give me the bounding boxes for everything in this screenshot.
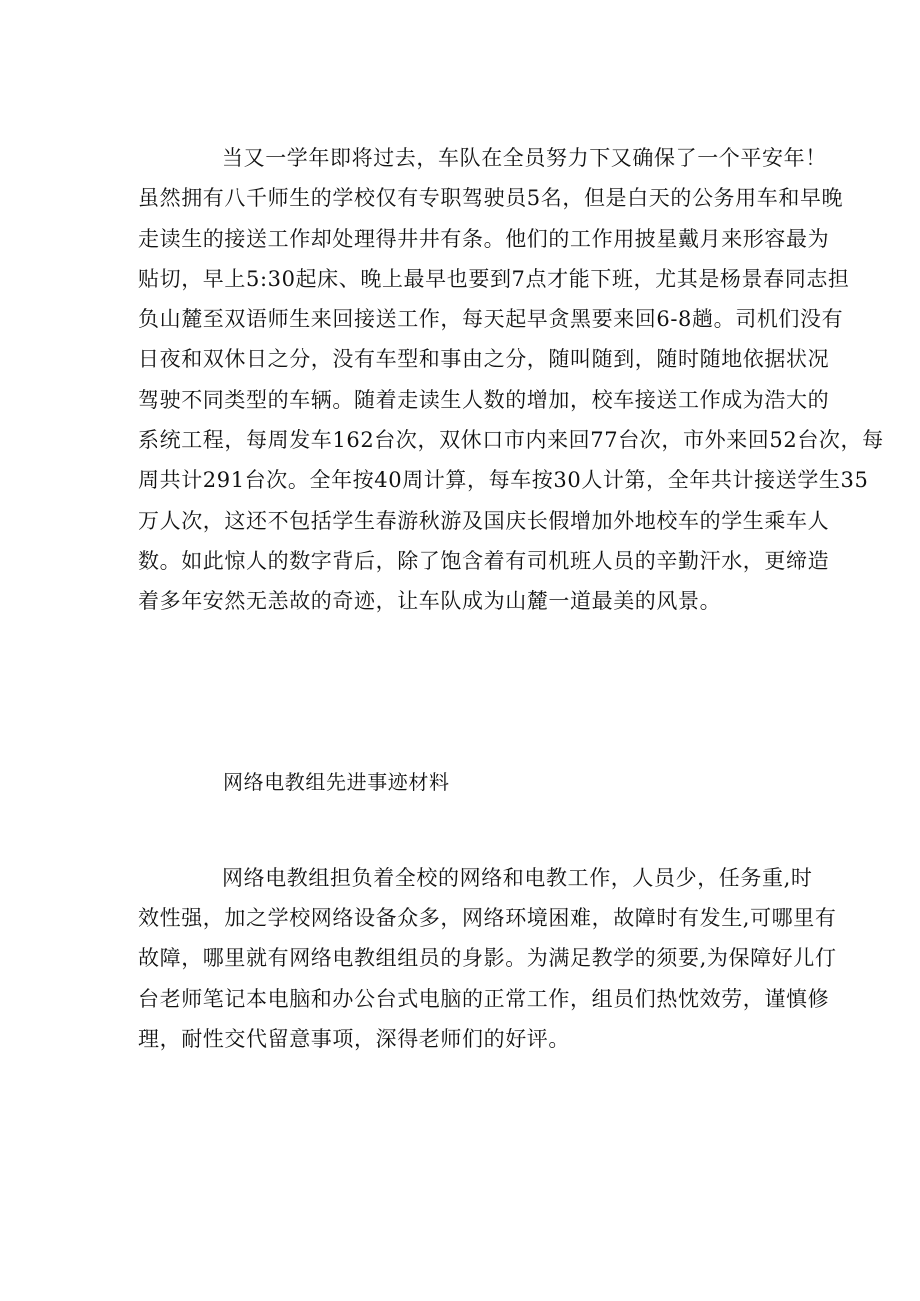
text-line: 虽然拥有八千师生的学校仅有专职驾驶员5名，但是白天的公务用车和早晚 — [138, 186, 844, 210]
text-line: 网络电教组担负着全校的网络和电教工作，人员少，任务重,时 — [222, 866, 813, 890]
section-heading: 网络电教组先进事迹材料 — [223, 770, 450, 794]
text-line: 数。如此惊人的数字背后，除了饱含着有司机班人员的辛勤汗水，更缔造 — [138, 549, 830, 573]
text-line: 着多年安然无恙故的奇迹，让车队成为山麓一道最美的风景。 — [138, 589, 722, 613]
text-line: 理，耐性交代留意事项，深得老师们的好评。 — [138, 1027, 570, 1051]
text-line: 贴切，早上5:30起床、晚上最早也要到7点才能下班，尤其是杨景春同志担 — [138, 267, 850, 291]
text-line: 走读生的接送工作却处理得井井有条。他们的工作用披星戴月来形容最为 — [138, 227, 830, 251]
text-line: 驾驶不同类型的车辆。随着走读生人数的增加，校车接送工作成为浩大的 — [138, 388, 830, 412]
text-line: 周共计291台次。全年按40周计算，每车按30人计第，全年共计接送学生35 — [138, 468, 869, 492]
text-line: 效性强，加之学校网络设备众多，网络环境困难，故障时有发生,可哪里有 — [138, 906, 837, 930]
text-line: 当又一学年即将过去，车队在全员努力下又确保了一个平安年！ — [222, 146, 827, 170]
text-line: 系统工程，每周发车162台次，双休口市内来回77台次，市外来回52台次，每 — [138, 428, 884, 452]
text-line: 万人次，这还不包括学生春游秋游及国庆长假增加外地校车的学生乘车人 — [138, 509, 830, 533]
text-line: 故障，哪里就有网络电教组组员的身影。为满足教学的须要,为保障好儿仃 — [138, 946, 837, 970]
text-line: 台老师笔记本电脑和办公台式电脑的正常工作，组员们热忱效劳，谨慎修 — [138, 987, 830, 1011]
text-line: 负山麓至双语师生来回接送工作，每天起早贪黑要来回6-8趟。司机们没有 — [138, 307, 844, 331]
text-line: 日夜和双休日之分，没有车型和事由之分，随叫随到，随时随地依据状况 — [138, 347, 830, 371]
